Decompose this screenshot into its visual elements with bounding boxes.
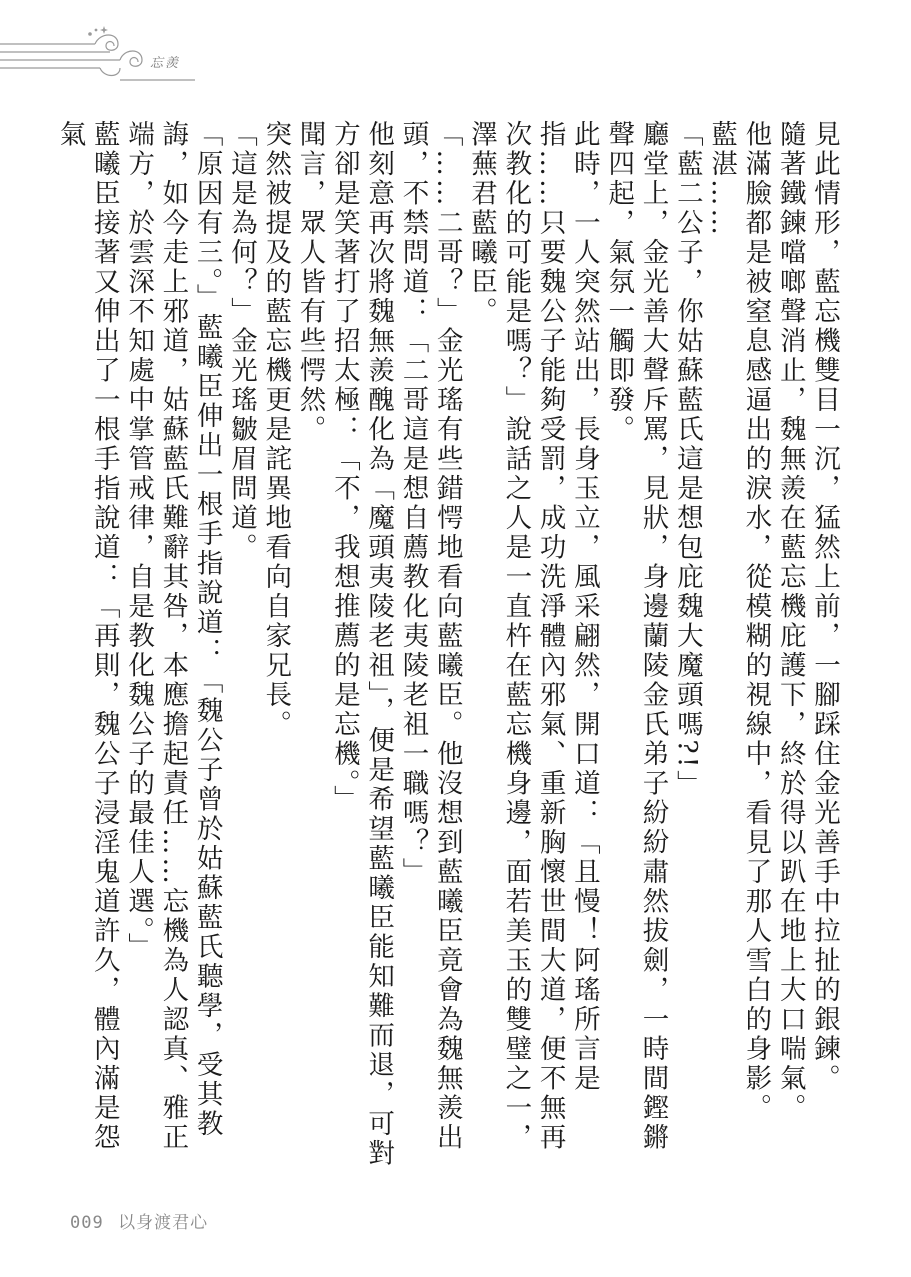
paragraph: 「藍二公子，你姑蘇藍氏這是想包庇魏大魔頭嗎?!」: [671, 120, 703, 800]
paragraph: 「這是為何？」金光瑤皺眉問道。: [225, 120, 257, 563]
paragraph: 「原因有三。」藍曦臣伸出一根手指說道：「魏公子曾於姑蘇藍氏聽學，受其教誨，如今走上邪道，姑蘇藍氏難辭其咎，本應擔起責任……忘機為人認真、雅正端方，於雲深不知處中掌管戒律，自是教化魏公子的最佳人選。」: [123, 120, 223, 1153]
vertical-text-body: [54, 120, 841, 1170]
paragraph: 見此情形，藍忘機雙目一沉，猛然上前，一腳踩住金光善手中拉扯的銀鍊。: [809, 120, 840, 1094]
paragraph: 突然被提及的藍忘機更是詫異地看向自家兄長。: [260, 120, 292, 740]
paragraph: 隨著鐵鍊噹啷聲消止，魏無羨在藍忘機庇護下，終於得以趴在地上大口喘氣。: [774, 120, 806, 1123]
paragraph: 他刻意再次將魏無羨醜化為「魔頭夷陵老祖」，便是希望藍曦臣能知難而退，可對方卻是笑著打了招太極：「不，我想推薦的是忘機。」: [328, 120, 395, 1169]
paragraph: 此時，一人突然站出，長身玉立，風采翩然，開口道：「且慢！阿瑤所言是指……只要魏公子能夠受罰，成功洗淨體內邪氣、重新胸懷世間大道，便不無再次教化的可能是嗎？」說話之人是一直杵在藍忘機身邊，面若美玉的雙璧之一，澤蕪君藍曦臣。: [466, 120, 600, 1153]
paragraph: 藍曦臣接著又伸出了一根手指說道：「再則，魏公子浸淫鬼道許久，體內滿是怨氣: [54, 120, 120, 1153]
paragraph: 廳堂上，金光善大聲斥罵，見狀，身邊蘭陵金氏弟子紛紛肅然拔劍，一時間鏗鏘聲四起，氣氛一觸即發。: [603, 120, 669, 1153]
header-label: 忘羨: [150, 56, 181, 71]
paragraph: 聞言，眾人皆有些愕然。: [294, 120, 326, 445]
paragraph: 藍湛……: [706, 120, 738, 238]
paragraph: 他滿臉都是被窒息感逼出的淚水，從模糊的視線中，看見了那人雪白的身影。: [740, 120, 772, 1123]
page-footer: [70, 1208, 208, 1233]
chapter-title: 以身渡君心: [118, 1213, 209, 1233]
page-number: 009: [70, 1213, 104, 1233]
paragraph: 「……二哥？」金光瑤有些錯愕地看向藍曦臣。他沒想到藍曦臣竟會為魏無羨出頭，不禁問道：「二哥這是想自薦教化夷陵老祖一職嗎？」: [397, 120, 463, 1153]
